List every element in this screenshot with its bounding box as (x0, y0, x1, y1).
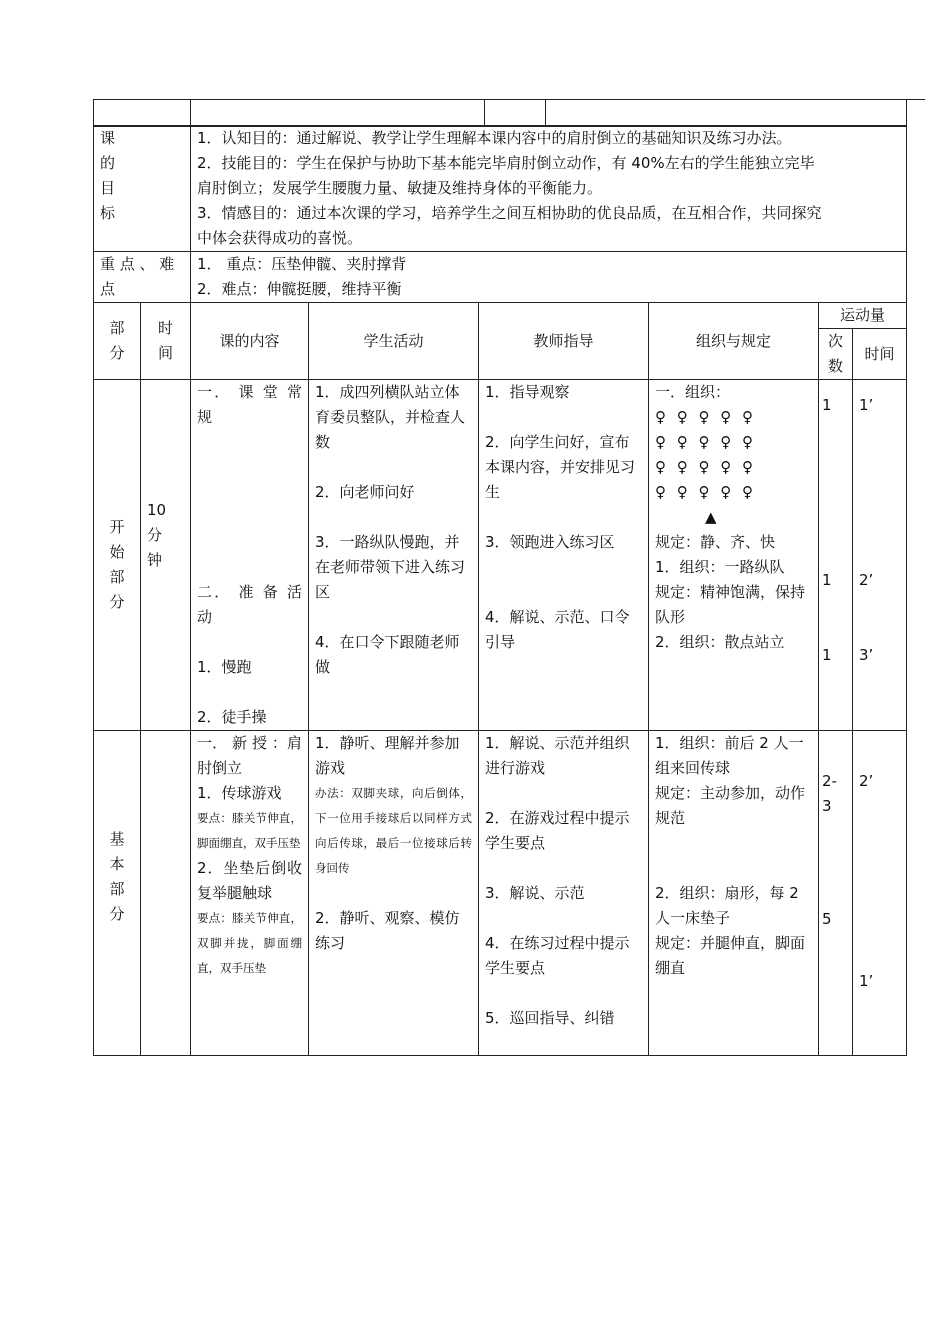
key-note: 要点：膝关节伸直，双脚并拢，脚面绷直，双手压垫 (197, 911, 302, 975)
basic-org: 1．组织：前后 2 人一组来回传球 规定：主动参加，动作规范 2．组织：扇形，每 2 人一床垫子 规定：并腿伸直，脚面绷直 (649, 731, 819, 1056)
content-item: 1．慢跑 (197, 658, 252, 676)
keypoints-label: 重 点 、 难 点 (94, 252, 191, 303)
header-duration: 时间 (853, 329, 907, 380)
key-note: 要点：膝关节伸直，脚面绷直，双手压垫 (197, 811, 302, 850)
start-content (191, 380, 309, 731)
keypoint-line: 2．难点：伸髋挺腰，维持平衡 (197, 280, 402, 298)
header-org: 组织与规定 (649, 303, 819, 380)
student-item: 3．一路纵队慢跑，并在老师带领下进入练习区 (315, 533, 466, 601)
student-formation-row: ♀ ♀ ♀ ♀ ♀ (655, 458, 757, 476)
header-content: 课的内容 (191, 303, 309, 380)
keypoints-text (191, 252, 907, 303)
goal-line: 2．技能目的：学生在保护与协助下基本能完毕肩肘倒立动作，有 40%左右的学生能独立完毕 (197, 154, 815, 172)
header-teacher: 教师指导 (479, 303, 649, 380)
start-student (309, 380, 479, 731)
goals-table (93, 125, 907, 303)
teacher-item: 3．领跑进入练习区 (485, 533, 615, 551)
basic-content: 一． 新 授 ：肩肘倒立 1．传球游戏 要点：膝关节伸直，脚面绷直，双手压垫 2．坐垫后倒收复举腿触球 要点：膝关节伸直，双脚并拢，脚面绷直，双手压垫 (191, 731, 309, 1056)
basic-time (141, 731, 191, 1056)
basic-count: 2- 3 5 (819, 731, 853, 1056)
goal-line: 中体会获得成功的喜悦。 (197, 229, 363, 247)
blank-cell (191, 100, 485, 127)
start-org: 一．组织： ♀ ♀ ♀ ♀ ♀ ♀ ♀ ♀ ♀ ♀ ♀ ♀ ♀ ♀ ♀ ♀ ♀ ♀ ♀ ♀ ▲ 规定：静、齐、快 1．组织：一路纵队 规定：精神饱满，保持队形 2．组织：散点站立 (649, 380, 819, 731)
teacher-item: 4．解说、示范、口令引导 (485, 608, 630, 651)
goal-line: 1．认知目的：通过解说、教学让学生理解本课内容中的肩肘倒立的基础知识及练习办法。 (197, 129, 792, 147)
goal-line: 3．情感目的：通过本次课的学习，培养学生之间互相协助的优良品质，在互相合作，共同探究 (197, 204, 822, 222)
basic-student: 1．静听、理解并参加游戏 办法：双脚夹球，向后倒体，下一位用手接球后以同样方式向后传球，最后一位接球后转身回传 2．静听、观察、模仿练习 (309, 731, 479, 1056)
basic-duration: 2’ 1’ (853, 731, 907, 1056)
goals-label: 课 的 目 标 (94, 126, 191, 252)
header-blank-table (93, 99, 907, 127)
start-part: 开 始 部 分 (94, 380, 141, 731)
content-item: 二． 准 备 活 动 (197, 583, 302, 626)
student-item: 4．在口令下跟随老师做 (315, 633, 460, 676)
content-item: 一． 课 堂 常 规 (197, 383, 302, 426)
blank-cell (94, 100, 191, 127)
basic-part: 基 本 部 分 (94, 731, 141, 1056)
teacher-item: 1．指导观察 (485, 383, 570, 401)
goal-line: 肩肘倒立；发展学生腰腹力量、敏捷及维持身体的平衡能力。 (197, 179, 603, 197)
header-time: 时 间 (141, 303, 191, 380)
start-duration: 1’ 2’ 3’ (853, 380, 907, 731)
table-edge-line (905, 99, 925, 100)
student-formation-row: ♀ ♀ ♀ ♀ ♀ (655, 433, 757, 451)
goals-text (191, 126, 907, 252)
start-count: 1 1 1 (819, 380, 853, 731)
header-load: 运动量 (819, 303, 907, 329)
content-item: 2．徒手操 (197, 708, 267, 726)
keypoint-line: 1． 重点：压垫伸髋、夹肘撑背 (197, 255, 407, 273)
header-part: 部 分 (94, 303, 141, 380)
blank-cell (546, 100, 907, 127)
teacher-position-icon: ▲ (705, 508, 717, 526)
start-teacher (479, 380, 649, 731)
header-student: 学生活动 (309, 303, 479, 380)
start-time: 10 分 钟 (141, 380, 191, 731)
student-formation-row: ♀ ♀ ♀ ♀ ♀ (655, 408, 757, 426)
student-item: 2．向老师问好 (315, 483, 415, 501)
blank-cell (485, 100, 546, 127)
basic-teacher: 1．解说、示范并组织进行游戏 2．在游戏过程中提示学生要点 3．解说、示范 4．在练习过程中提示学生要点 5．巡回指导、纠错 (479, 731, 649, 1056)
lesson-table (93, 302, 907, 1056)
header-count: 次 数 (819, 329, 853, 380)
teacher-item: 2．向学生问好，宣布本课内容，并安排见习生 (485, 433, 636, 501)
method-note: 办法：双脚夹球，向后倒体，下一位用手接球后以同样方式向后传球，最后一位接球后转身回传 (315, 786, 472, 875)
student-formation-row: ♀ ♀ ♀ ♀ ♀ (655, 483, 757, 501)
student-item: 1．成四列横队站立体育委员整队，并检查人数 (315, 383, 466, 451)
